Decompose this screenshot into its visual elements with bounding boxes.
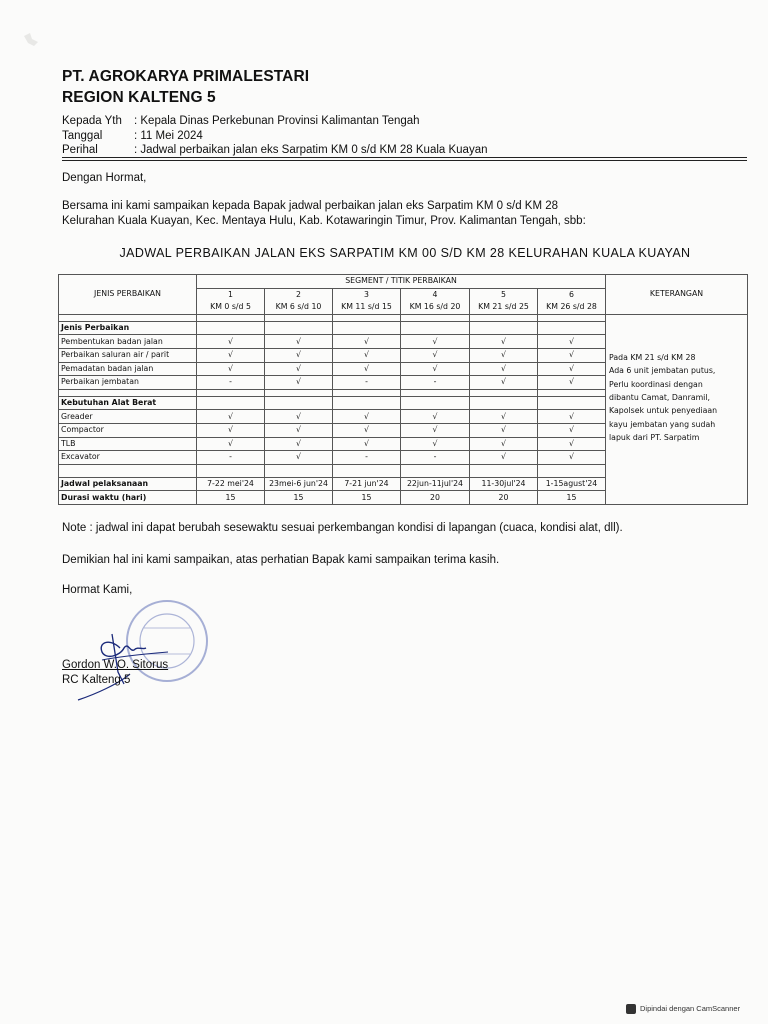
letterhead (62, 66, 309, 108)
segment-range: KM 21 s/d 25 (470, 301, 538, 314)
sign-off: Hormat Kami, (62, 584, 133, 596)
check-cell: √ (197, 423, 265, 437)
segment-range: KM 6 s/d 10 (265, 301, 333, 314)
section-title-alat: Kebutuhan Alat Berat (59, 396, 197, 410)
scan-artifact-icon (20, 30, 44, 52)
keterangan-line: Perlu koordinasi dengan (609, 379, 703, 389)
check-cell: - (401, 451, 470, 465)
durasi-cell: 15 (197, 491, 265, 505)
row-label: Greader (59, 410, 197, 424)
check-cell: √ (265, 423, 333, 437)
keterangan-line: dibantu Camat, Danramil, (609, 393, 710, 402)
check-cell: √ (538, 362, 606, 376)
jadwal-cell: 7-21 jun'24 (333, 477, 401, 491)
row-label: Pemadatan badan jalan (59, 362, 197, 376)
durasi-cell: 15 (333, 491, 401, 505)
header-divider-thin (62, 160, 747, 161)
check-cell: √ (401, 437, 470, 451)
row-label: Compactor (59, 423, 197, 437)
segment-range: KM 16 s/d 20 (401, 301, 470, 314)
intro-line-2: Kelurahan Kuala Kuayan, Kec. Mentaya Hulu, Kab. Kotawaringin Timur, Prov. Kalimantan Tengah, sbb: (62, 215, 586, 227)
check-cell: √ (197, 362, 265, 376)
jadwal-cell: 11-30jul'24 (470, 477, 538, 491)
table-header-row (59, 275, 748, 289)
check-cell: √ (265, 451, 333, 465)
durasi-label: Durasi waktu (hari) (59, 491, 197, 505)
meta-date-label: Tanggal (62, 129, 103, 142)
check-cell: √ (538, 376, 606, 390)
camscanner-icon (626, 1004, 636, 1014)
segment-range: KM 26 s/d 28 (538, 301, 606, 314)
check-cell: - (333, 376, 401, 390)
letter-meta (62, 114, 682, 158)
intro-line-1: Bersama ini kami sampaikan kepada Bapak jadwal perbaikan jalan eks Sarpatim KM 0 s/d KM 28 (62, 200, 559, 212)
check-cell: √ (197, 437, 265, 451)
keterangan-line: kayu jembatan yang sudah (609, 419, 716, 429)
check-cell: √ (538, 423, 606, 437)
keterangan-line: Ada 6 unit jembatan putus, (609, 366, 716, 376)
segment-no: 1 (197, 288, 265, 301)
check-cell: √ (197, 410, 265, 424)
segment-no: 2 (265, 288, 333, 301)
check-cell: - (401, 376, 470, 390)
check-cell: - (333, 451, 401, 465)
check-cell: √ (333, 437, 401, 451)
check-cell: √ (538, 437, 606, 451)
segment-no: 5 (470, 288, 538, 301)
schedule-title: JADWAL PERBAIKAN JALAN EKS SARPATIM KM 00 S/D KM 28 KELURAHAN KUALA KUAYAN (119, 246, 691, 260)
check-cell: √ (470, 362, 538, 376)
check-cell: √ (538, 410, 606, 424)
segment-range: KM 11 s/d 15 (333, 301, 401, 314)
durasi-cell: 15 (538, 491, 606, 505)
check-cell: √ (265, 437, 333, 451)
check-cell: √ (265, 362, 333, 376)
jadwal-cell: 7-22 mei'24 (197, 477, 265, 491)
durasi-cell: 15 (265, 491, 333, 505)
check-cell: √ (470, 451, 538, 465)
meta-to-label: Kepada Yth (62, 115, 122, 127)
check-cell: √ (401, 423, 470, 437)
check-cell: √ (470, 335, 538, 349)
check-cell: √ (265, 335, 333, 349)
check-cell: √ (333, 348, 401, 362)
jadwal-label: Jadwal pelaksanaan (59, 477, 197, 491)
spacer-row (59, 314, 748, 321)
check-cell: √ (333, 423, 401, 437)
signer-name: Gordon W.O. Sitorus (62, 659, 169, 671)
check-cell: √ (265, 410, 333, 424)
check-cell: √ (265, 376, 333, 390)
check-cell: √ (538, 451, 606, 465)
keterangan-line: Pada KM 21 s/d KM 28 (609, 352, 696, 362)
section-title-jenis: Jenis Perbaikan (59, 321, 197, 335)
check-cell: √ (197, 348, 265, 362)
durasi-cell: 20 (401, 491, 470, 505)
check-cell: √ (197, 335, 265, 349)
check-cell: - (197, 451, 265, 465)
segment-range: KM 0 s/d 5 (197, 301, 265, 314)
check-cell: √ (333, 410, 401, 424)
check-cell: √ (470, 437, 538, 451)
segment-no: 3 (333, 288, 401, 301)
header-keterangan: KETERANGAN (606, 275, 748, 315)
meta-date (62, 129, 682, 144)
check-cell: √ (538, 348, 606, 362)
keterangan-line: Kapolsek untuk penyediaan (609, 406, 718, 416)
check-cell: √ (265, 348, 333, 362)
meta-subject-value: : Jadwal perbaikan jalan eks Sarpatim KM 0 s/d KM 28 Kuala Kuayan (134, 144, 488, 156)
jadwal-cell: 23mei-6 jun'24 (265, 477, 333, 491)
company-name: PT. AGROKARYA PRIMALESTARI (62, 68, 310, 85)
check-cell: √ (401, 410, 470, 424)
jadwal-cell: 1-15agust'24 (538, 477, 606, 491)
signer-role: RC Kalteng 5 (62, 674, 131, 686)
row-label: TLB (59, 437, 197, 451)
check-cell: √ (538, 335, 606, 349)
meta-to-value: : Kepala Dinas Perkebunan Provinsi Kalimantan Tengah (134, 115, 420, 127)
meta-to (62, 114, 682, 129)
greeting: Dengan Hormat, (62, 172, 147, 184)
check-cell: - (197, 376, 265, 390)
check-cell: √ (470, 410, 538, 424)
check-cell: √ (470, 423, 538, 437)
check-cell: √ (401, 335, 470, 349)
segment-no: 4 (401, 288, 470, 301)
handwritten-signature (72, 612, 182, 704)
durasi-cell: 20 (470, 491, 538, 505)
segment-no: 6 (538, 288, 606, 301)
row-label: Perbaikan jembatan (59, 376, 197, 390)
header-divider (62, 157, 747, 158)
check-cell: √ (401, 348, 470, 362)
note-text: Note : jadwal ini dapat berubah sesewaktu sesuai perkembangan kondisi di lapangan (cuaca, kondisi alat, dll). (62, 522, 623, 534)
header-segment: SEGMENT / TITIK PERBAIKAN (197, 275, 606, 289)
meta-subject-label: Perihal (62, 144, 98, 156)
check-cell: √ (333, 335, 401, 349)
check-cell: √ (401, 362, 470, 376)
meta-subject (62, 143, 682, 158)
row-label: Pembentukan badan jalan (59, 335, 197, 349)
check-cell: √ (333, 362, 401, 376)
header-jenis: JENIS PERBAIKAN (59, 275, 197, 315)
closing-text: Demikian hal ini kami sampaikan, atas perhatian Bapak kami sampaikan terima kasih. (62, 554, 500, 566)
row-label: Perbaikan saluran air / parit (59, 348, 197, 362)
schedule-table (58, 274, 748, 505)
check-cell: √ (470, 348, 538, 362)
keterangan-note (606, 314, 748, 504)
keterangan-line: lapuk dari PT. Sarpatim (609, 433, 700, 443)
scanner-watermark: Dipindai dengan CamScanner (640, 1004, 741, 1013)
jadwal-cell: 22jun-11jul'24 (401, 477, 470, 491)
region-name: REGION KALTENG 5 (62, 89, 216, 106)
meta-date-value: : 11 Mei 2024 (134, 129, 203, 142)
check-cell: √ (470, 376, 538, 390)
intro-paragraph (62, 199, 722, 229)
row-label: Excavator (59, 451, 197, 465)
